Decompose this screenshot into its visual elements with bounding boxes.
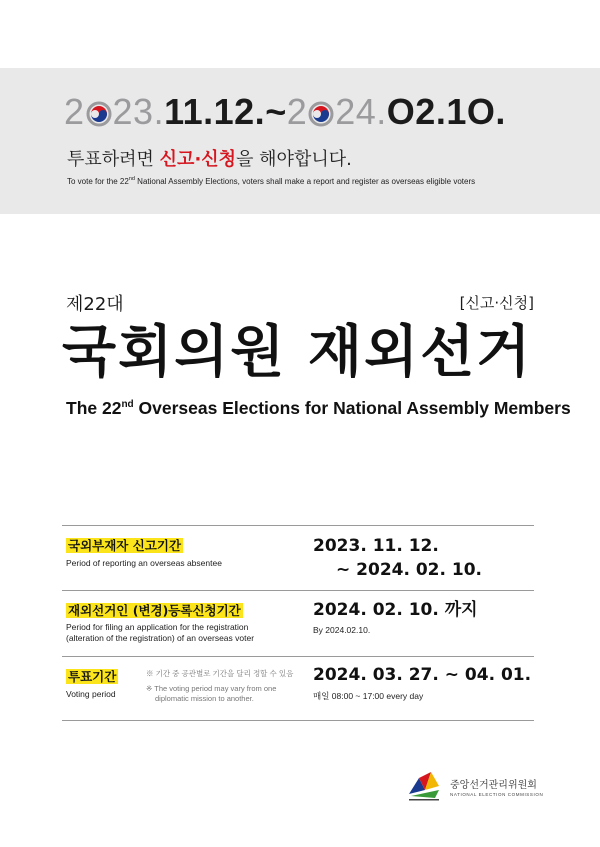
subheadline: [67, 145, 352, 171]
registration-desc-2: (alteration of the registration) of an overseas voter: [66, 633, 255, 643]
end-year-rest: 24.: [335, 91, 387, 132]
nec-logo-icon: [405, 768, 443, 802]
absentee-start: 2023. 11. 12.: [313, 536, 439, 556]
page-title: 국회의원 재외선거: [62, 320, 533, 385]
absentee-label: 국외부재자 신고기간: [68, 538, 182, 553]
english-sup: nd: [128, 176, 135, 182]
absentee-end: ~ 2024. 02. 10.: [336, 560, 483, 580]
divider: [62, 525, 534, 526]
edition-label: 제22대: [66, 294, 124, 315]
title-en-post: Overseas Elections for National Assembly Members: [133, 398, 571, 418]
voting-note-en-2: diplomatic mission to another.: [155, 694, 254, 703]
report-tag: [신고·신청]: [459, 294, 534, 312]
subhead-pre: 투표하려면: [67, 149, 160, 170]
subhead-post: 을 해야합니다.: [236, 149, 352, 170]
end-year-prefix: 2: [286, 91, 308, 132]
start-month-day: 11.12.: [164, 91, 266, 132]
voting-label: 투표기간: [68, 669, 117, 684]
voting-desc: Voting period: [66, 689, 116, 699]
taegeuk-icon: [308, 101, 334, 127]
english-pre: To vote for the 22: [67, 177, 129, 186]
start-year-rest: 23.: [112, 91, 165, 132]
title-en-sup: nd: [121, 399, 134, 410]
org-name-korean: 중앙선거관리위원회: [450, 780, 537, 791]
period-dates: [64, 92, 544, 132]
divider: [62, 656, 534, 657]
title-en-pre: The 22: [66, 398, 122, 418]
end-month-day: O2.1O.: [386, 91, 506, 132]
voting-note-ko: ※ 기간 중 공관별로 기간을 달리 정할 수 있음: [146, 669, 294, 678]
registration-desc-1: Period for filing an application for the registration: [66, 622, 249, 632]
start-year-prefix: 2: [64, 91, 85, 132]
org-name-english: NATIONAL ELECTION COMMISSION: [450, 792, 544, 797]
absentee-desc: Period of reporting an overseas absentee: [66, 558, 222, 568]
subhead-emphasis: 신고·신청: [159, 149, 237, 170]
taegeuk-icon: [86, 101, 112, 127]
voting-note-en-1: ※ The voting period may vary from one: [146, 684, 277, 693]
subheadline-english: [67, 176, 475, 186]
voting-hours: 매일 08:00 ~ 17:00 every day: [313, 691, 424, 701]
header-band: [0, 68, 600, 214]
registration-label: 재외선거인 (변경)등록신청기간: [68, 603, 241, 618]
divider: [62, 590, 534, 591]
registration-deadline-en: By 2024.02.10.: [313, 625, 371, 635]
english-post: National Assembly Elections, voters shall make a report and register as overseas eligible voters: [134, 177, 476, 186]
voting-period: 2024. 03. 27. ~ 04. 01.: [313, 665, 532, 685]
registration-deadline: 2024. 02. 10. 까지: [313, 600, 478, 620]
page-title-english: [66, 398, 571, 419]
date-separator: ~: [265, 91, 287, 132]
divider: [62, 720, 534, 721]
